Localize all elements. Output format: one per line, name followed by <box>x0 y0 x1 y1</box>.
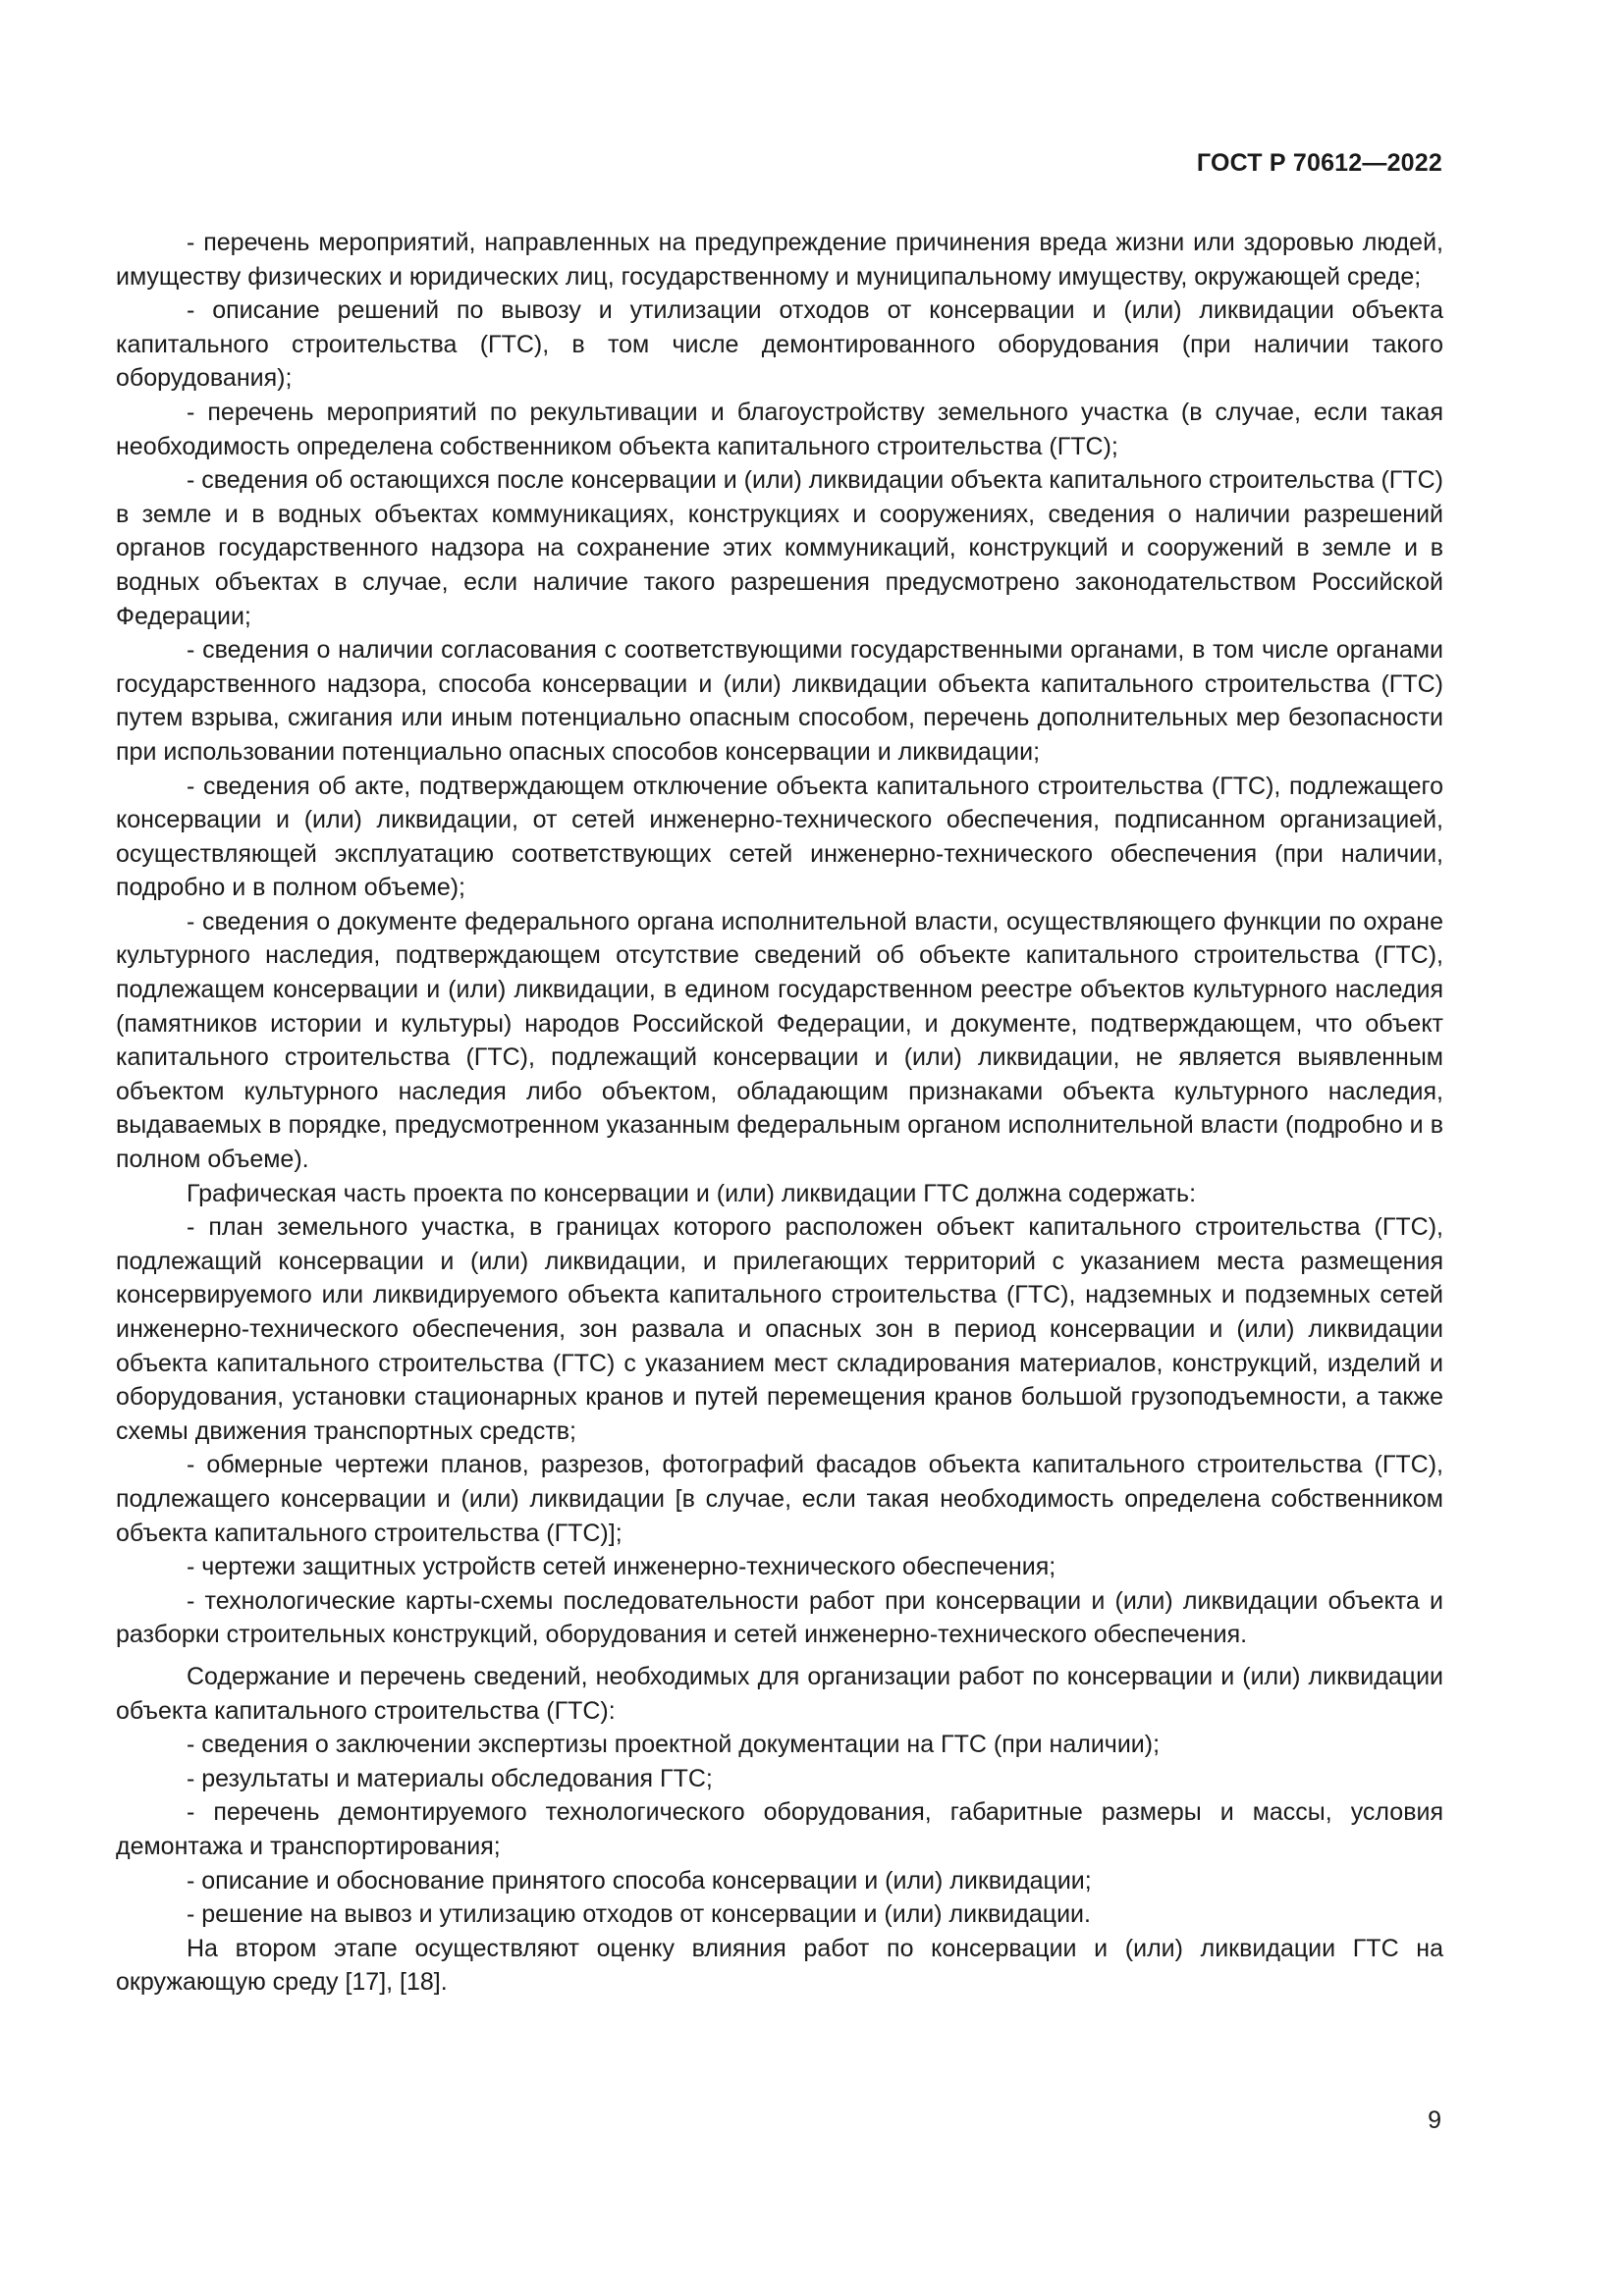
paragraph-item-cultural-heritage: - сведения о документе федерального органа исполнительной власти, осуществляющего функции по охране культурного наследия, подтверждающем отсутствие сведений об объекте капитального строительства (ГТС), подлежащем консервации и (или) ликвидации, в едином государственном реестре объектов культурного наследия (памятников истории и культуры) народов Российской Федерации, и документе, подтверждающем, что объект капитального строительства (ГТС), подлежащий консервации и (или) ликвидации, не является выявленным объектом культурного наследия либо объектом, обладающим признаками объекта культурного наследия, выдаваемых в порядке, предусмотренном указанным федеральным органом исполнительной власти (подробно и в полном объеме). <box>116 907 1443 1174</box>
page-number: 9 <box>1428 2107 1441 2134</box>
paragraph-graphic-part-intro: Графическая часть проекта по консервации и (или) ликвидации ГТС должна содержать: <box>187 1179 1197 1207</box>
paragraph-item-process-charts: - технологические карты-схемы последовательности работ при консервации и (или) ликвидации объекта и разборки строительных конструкций, оборудования и сетей инженерно-технического обеспечения. <box>116 1586 1443 1649</box>
paragraph-item-disconnection-act: - сведения об акте, подтверждающем отключение объекта капитального строительства (ГТС), подлежащего консервации и (или) ликвидации, от сетей инженерно-технического обеспечения, подписанном организацией, осуществляющей эксплуатацию соответствующих сетей инженерно-технического обеспечения (при наличии, подробно и в полном объеме); <box>116 772 1443 902</box>
paragraph-item-harm-prevention: - перечень мероприятий, направленных на предупреждение причинения вреда жизни или здоровью людей, имуществу физических и юридических лиц, государственному и муниципальному имуществу, окружающей среде; <box>116 229 1443 291</box>
paragraph-item-equipment-list: - перечень демонтируемого технологического оборудования, габаритные размеры и массы, условия демонтажа и транспортирования; <box>116 1798 1443 1860</box>
paragraph-item-site-plan: - план земельного участка, в границах которого расположен объект капитального строительства (ГТС), подлежащий консервации и (или) ликвидации, и прилегающих территорий с указанием места размещения консервируемого или ликвидируемого объекта капитального строительства (ГТС), надземных и подземных сетей инженерно-технического обеспечения, зон развала и опасных зон в период консервации и (или) ликвидации объекта капитального строительства (ГТС) с указанием мест складирования материалов, конструкций, изделий и оборудования, установки стационарных кранов и путей перемещения кранов большой грузоподъемности, а также схемы движения транспортных средств; <box>116 1213 1443 1445</box>
paragraph-item-recultivation: - перечень мероприятий по рекультивации и благоустройству земельного участка (в случае, если такая необходимость определена собственником объекта капитального строительства (ГТС); <box>116 398 1443 460</box>
paragraph-second-stage: На втором этапе осуществляют оценку влияния работ по консервации и (или) ликвидации ГТС на окружающую среду [17], [18]. <box>116 1934 1443 1997</box>
paragraph-item-inspection-results: - результаты и материалы обследования ГТС; <box>187 1764 713 1792</box>
paragraph-item-expertise: - сведения о заключении экспертизы проектной документации на ГТС (при наличии); <box>187 1731 1161 1759</box>
document-code-header: ГОСТ Р 70612—2022 <box>1196 149 1442 177</box>
paragraph-item-remaining-structures: - сведения об остающихся после консервации и (или) ликвидации объекта капитального строительства (ГТС) в земле и в водных объектах коммуникациях, конструкциях и сооружениях, сведения о наличии разрешений органов государственного надзора на сохранение этих коммуникаций, конструкций и сооружений в земле и в водных объектах в случае, если наличие такого разрешения предусмотрено законодательством Российской Федерации; <box>116 466 1443 630</box>
paragraph-item-measurement-drawings: - обмерные чертежи планов, разрезов, фотографий фасадов объекта капитального строительства (ГТС), подлежащего консервации и (или) ликвидации [в случае, если такая необходимость определена собственником объекта капитального строительства (ГТС)]; <box>116 1451 1443 1547</box>
paragraph-item-protective-devices: - чертежи защитных устройств сетей инженерно-технического обеспечения; <box>187 1553 1056 1581</box>
paragraph-item-waste-disposal: - описание решений по вывозу и утилизации отходов от консервации и (или) ликвидации объекта капитального строительства (ГТС), в том числе демонтированного оборудования (при наличии такого оборудования); <box>116 296 1443 393</box>
document-body <box>116 226 1443 2000</box>
paragraph-item-approval: - сведения о наличии согласования с соответствующими государственными органами, в том числе органами государственного надзора, способа консервации и (или) ликвидации объекта капитального строительства (ГТС) путем взрыва, сжигания или иным потенциально опасным способом, перечень дополнительных мер безопасности при использовании потенциально опасных способов консервации и ликвидации; <box>116 636 1443 766</box>
paragraph-item-waste-decision: - решение на вывоз и утилизацию отходов от консервации и (или) ликвидации. <box>187 1900 1091 1929</box>
paragraph-content-intro: Содержание и перечень сведений, необходимых для организации работ по консервации и (или) ликвидации объекта капитального строительства (ГТС): <box>116 1662 1443 1725</box>
paragraph-item-method-justification: - описание и обоснование принятого способа консервации и (или) ликвидации; <box>187 1866 1092 1895</box>
